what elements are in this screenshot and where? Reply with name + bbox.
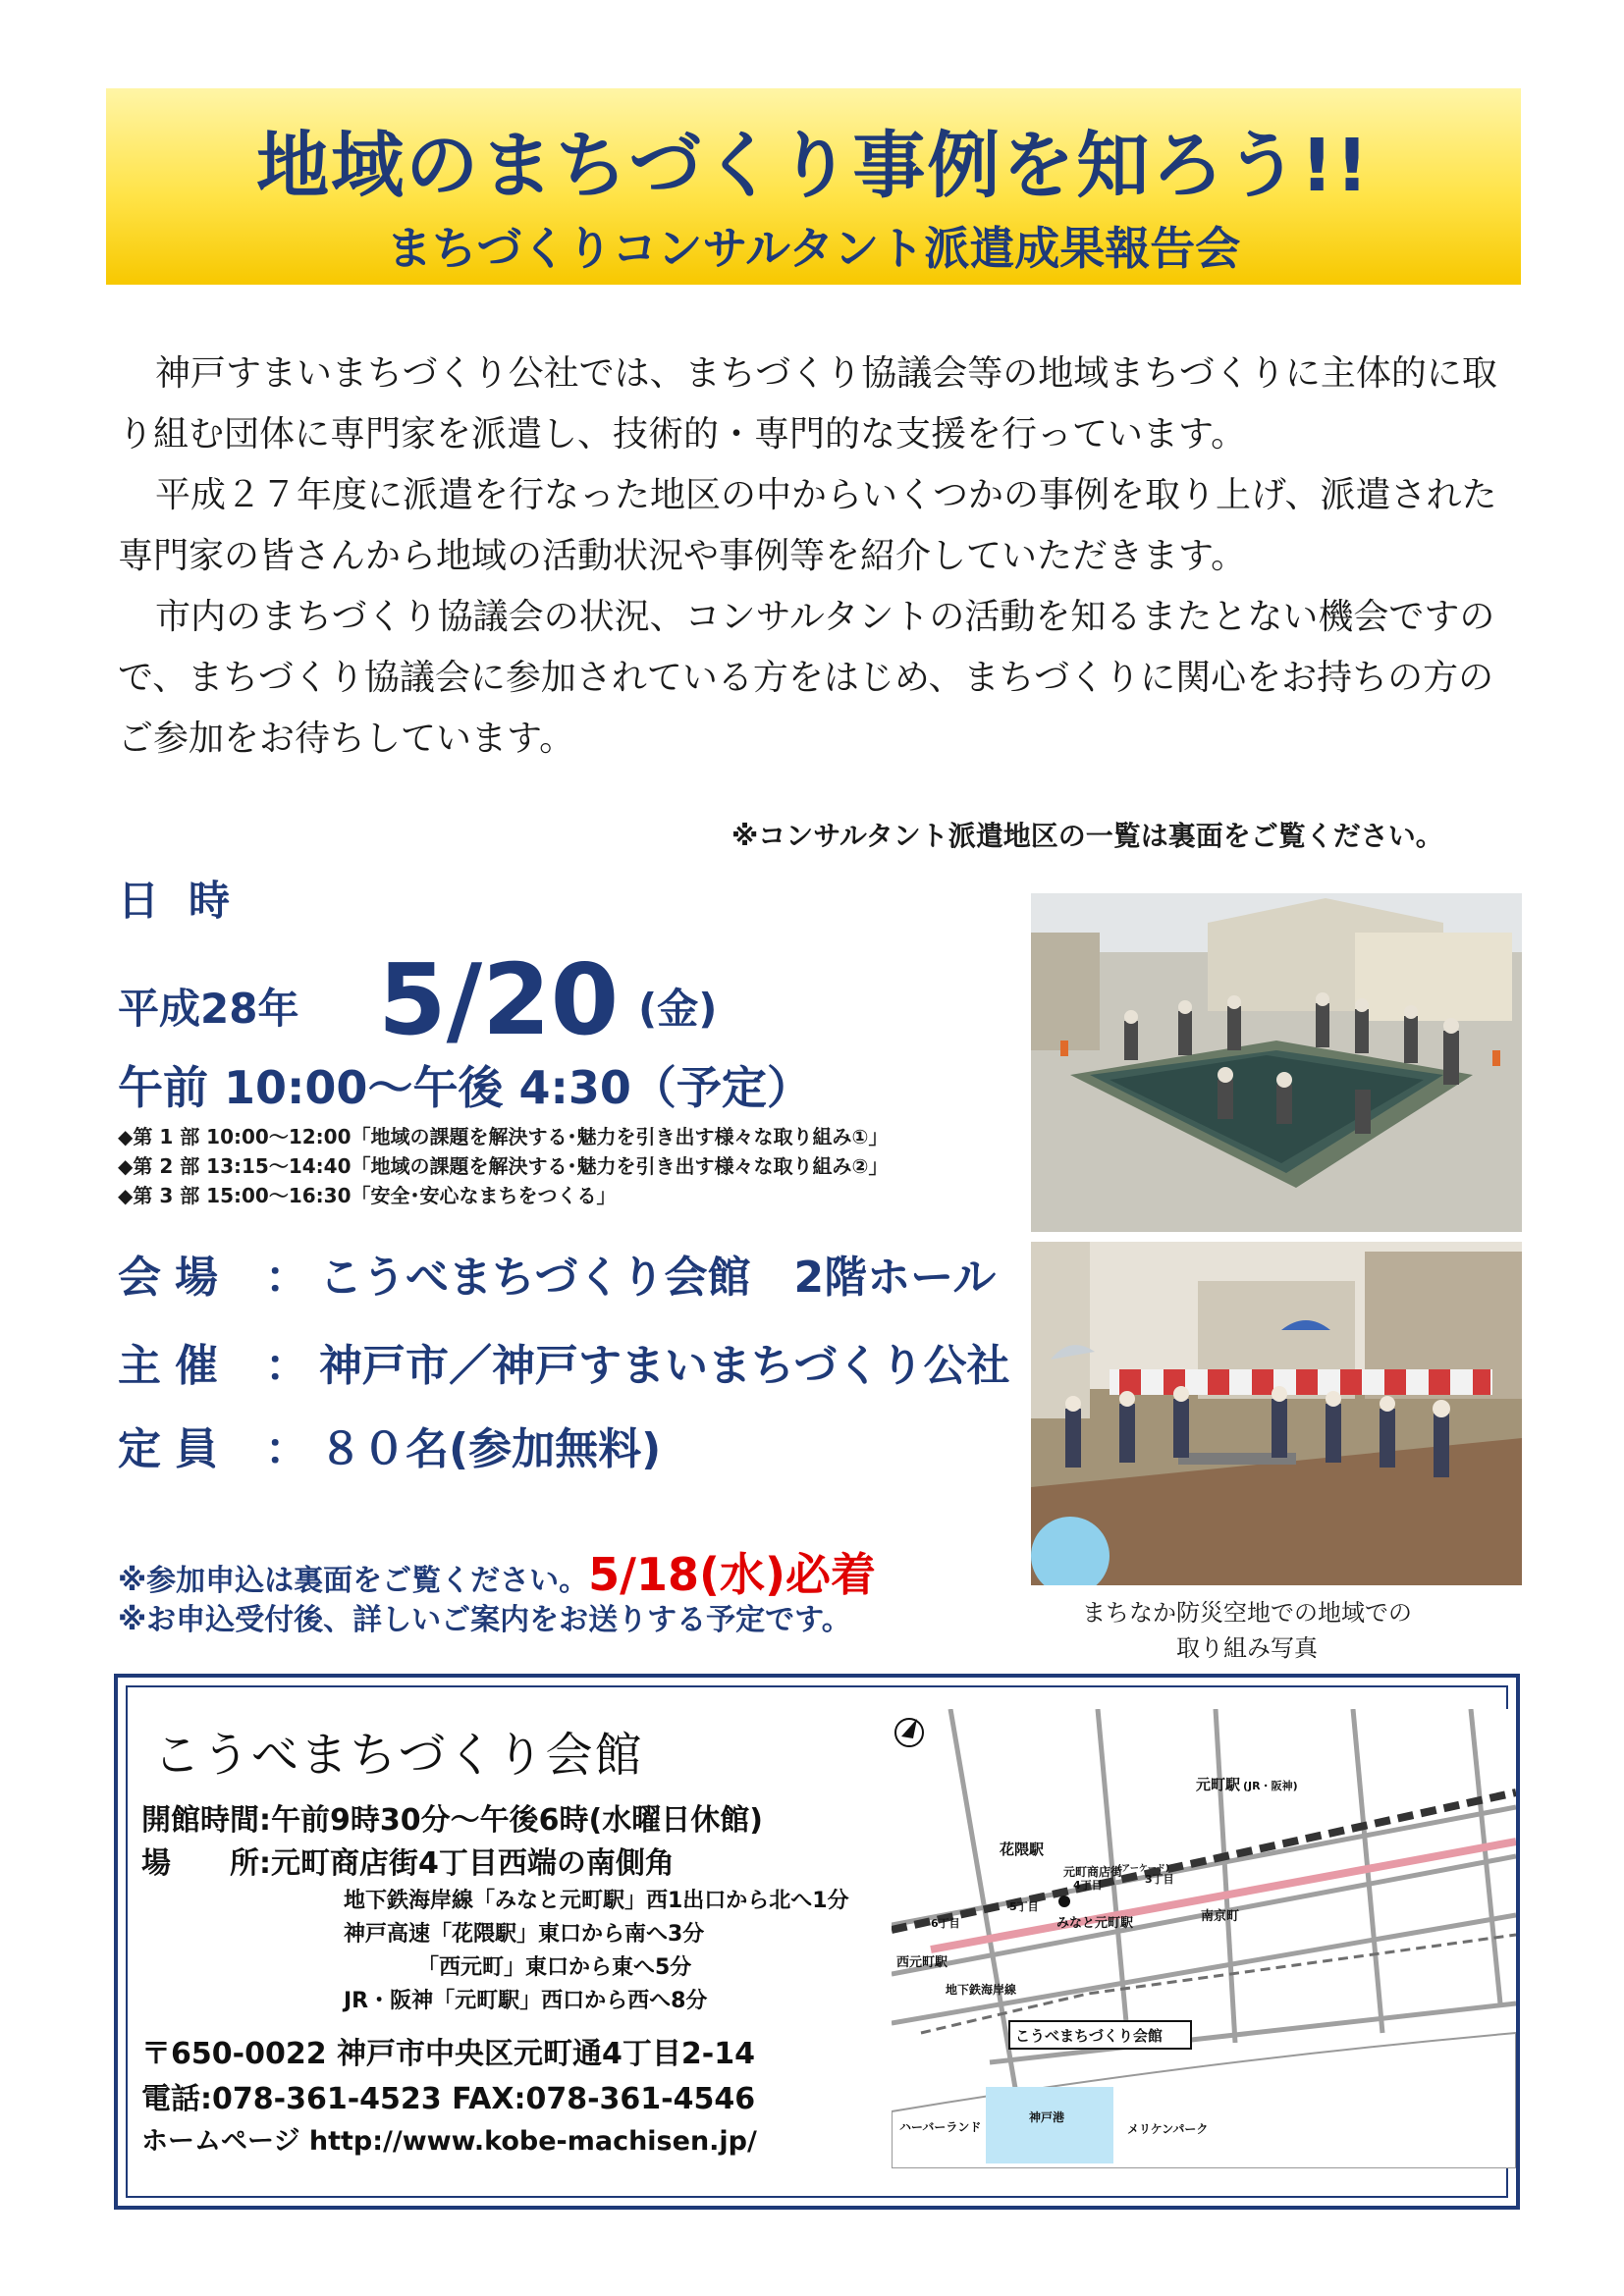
hall-location-marker-icon [1058,1896,1070,1907]
map-label-nankinmachi: 南京町 [1201,1909,1240,1924]
hall-hours: 開館時間:午前9時30分～午後6時(水曜日休館) [141,1803,763,1838]
photo-workshop [1031,893,1522,1232]
map-label-arcade: (アーケード) [1117,1864,1169,1874]
venue-colon: ： [265,1253,308,1303]
intro-paragraph: 市内のまちづくり協議会の状況、コンサルタントの活動を知るまたとない機会ですので、まちづくり協議会に参加されている方をはじめ、まちづくりに関心をお持ちの方のご参加をお待ちしています。 [118,597,1495,759]
map-label-3chome: 3丁目 [1145,1873,1174,1886]
access-line: 神戸高速「花隈駅」東口から南へ3分 [344,1922,705,1947]
kobe-port-water [986,2087,1113,2163]
intro-paragraph: 神戸すまいまちづくり公社では、まちづくり協議会等の地域まちづくりに主体的に取り組む団体に専門家を派遣し、技術的・専門的な支援を行っています。 [118,353,1497,454]
organizer-colon: ： [265,1341,308,1391]
event-date: 5/20 [378,942,620,1057]
map-label-nishimotomachi: 西元町駅 [896,1955,948,1970]
application-text: ※参加申込は裏面をご覧ください。 [118,1564,589,1598]
hall-location: 場 所:元町商店街4丁目西端の南側角 [141,1846,675,1881]
hall-homepage: ホームページ http://www.kobe-machisen.jp/ [141,2126,757,2157]
venue-label: 会場 [118,1253,232,1303]
page-subtitle: まちづくりコンサルタント派遣成果報告会 [386,222,1241,275]
map-label-shoutengai: 元町商店街 [1063,1865,1123,1879]
organizer-label: 主催 [118,1341,232,1391]
map-label-harborland: ハーバーランド [899,2120,982,2134]
page-title: 地域のまちづくり事例を知ろう!! [256,124,1371,208]
caption-line: 取り組み写真 [1176,1634,1318,1662]
map-label-5chome: 5丁目 [1009,1900,1039,1913]
event-weekday: (金) [638,985,718,1033]
access-line: JR・阪神「元町駅」西口から西へ8分 [344,1989,708,2013]
map-label-4chome: 4丁目 [1073,1879,1103,1892]
organizer-value: 神戸市／神戸すまいまちづくり公社 [319,1341,1010,1391]
organizer-row [118,1330,1010,1393]
district-list-note: ※コンサルタント派遣地区の一覧は裏面をご覧ください。 [731,820,1443,852]
caption-line: まちなか防災空地での地域での [1082,1599,1412,1627]
title-banner [106,88,1521,285]
map-label-hanakuma: 花隈駅 [1000,1841,1045,1858]
program-item: ◆第 2 部 13:15～14:40「地域の課題を解決する･魅力を引き出す様々な取り組み②」 [118,1154,889,1178]
event-time: 午前 10:00～午後 4:30（予定） [118,1061,812,1114]
hall-name: こうべまちづくり会館 [153,1728,644,1783]
map-label-minato-motomachi: みなと元町駅 [1056,1916,1134,1931]
program-item: ◆第 3 部 15:00～16:30「安全･安心なまちをつくる」 [118,1184,617,1207]
datetime-heading: 日時 [118,877,260,925]
venue-info-box [114,1674,1520,2210]
capacity-colon: ： [265,1424,308,1474]
application-deadline: 5/18(水)必着 [588,1548,877,1601]
access-line: 「西元町」東口から東へ5分 [417,1955,692,1980]
map-label-jr: (JR・阪神) [1243,1780,1298,1792]
map-label-6chome: 6丁目 [931,1917,960,1930]
event-year: 平成28年 [118,985,299,1033]
hall-address: 〒650-0022 神戸市中央区元町通4丁目2-14 [141,2037,755,2071]
intro-paragraph: 平成２７年度に派遣を行なった地区の中からいくつかの事例を取り上げ、派遣された専門家の皆さんから地域の活動状況や事例等を紹介していただきます。 [118,475,1497,576]
map-label-hall: こうべまちづくり会館 [1015,2027,1163,2045]
photo-caption [1031,1595,1463,1666]
venue-row [118,1242,996,1305]
map-label-subway: 地下鉄海岸線 [946,1983,1017,1997]
hall-phone: 電話:078-361-4523 FAX:078-361-4546 [141,2082,756,2116]
photo-ceremony [1031,1242,1522,1585]
map-label-kobe-port: 神戸港 [1029,2110,1065,2124]
program-item: ◆第 1 部 10:00～12:00「地域の課題を解決する･魅力を引き出す様々な取り組み①」 [118,1125,889,1148]
intro-text [118,344,1522,770]
map-label-motomachi: 元町駅 [1196,1776,1241,1793]
venue-value: こうべまちづくり会館 2階ホール [319,1253,997,1303]
access-map [892,1709,1516,2168]
capacity-value: ８０名(参加無料) [319,1424,662,1474]
capacity-label: 定員 [118,1424,232,1474]
followup-note: ※お申込受付後、詳しいご案内をお送りする予定です。 [118,1603,851,1637]
access-line: 地下鉄海岸線「みなと元町駅」西1出口から北へ1分 [344,1889,849,1913]
map-label-meriken: メリケンパーク [1127,2122,1209,2136]
capacity-row [118,1414,661,1476]
